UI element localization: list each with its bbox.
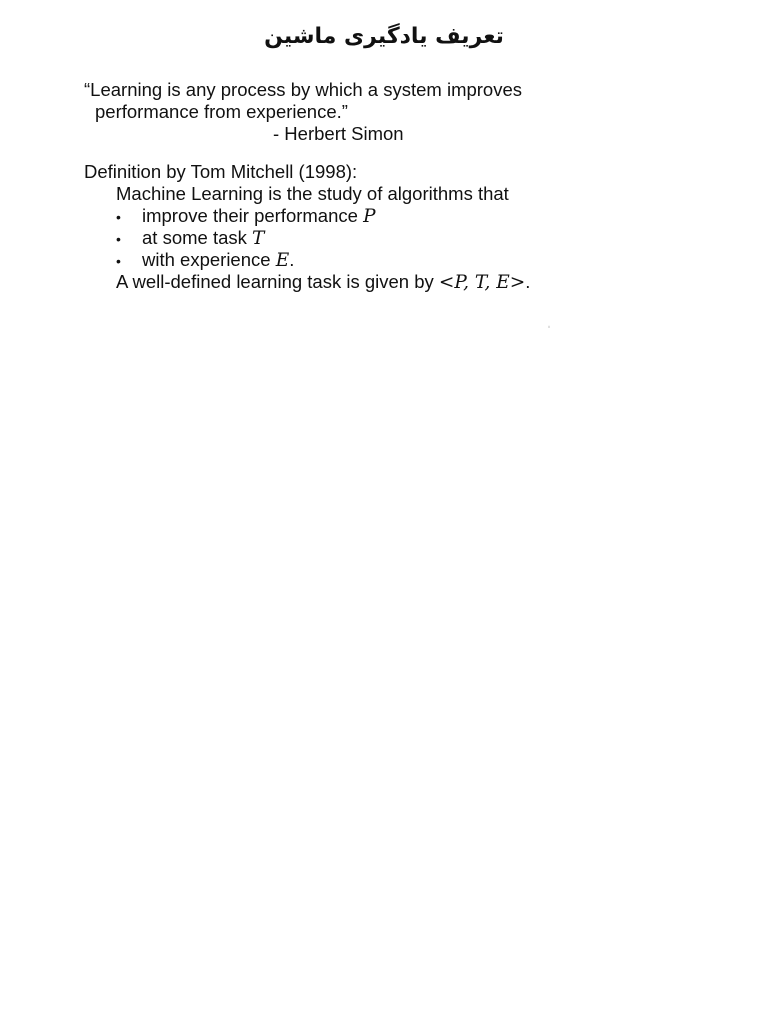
quote-line-1: “Learning is any process by which a system improves <box>84 79 523 100</box>
slide-title: تعریف یادگیری ماشین <box>264 24 504 49</box>
quote-attribution: - Herbert Simon <box>273 123 404 144</box>
bullet-text: with experience <box>142 249 276 270</box>
bullet-item <box>116 227 530 249</box>
bullet-dot-icon: • <box>116 253 121 269</box>
bullet-dot-icon: • <box>116 231 121 247</box>
definition-closing <box>116 271 530 294</box>
definition-block <box>84 161 530 294</box>
definition-body <box>84 183 530 294</box>
quote-line-2: performance from experience.” <box>95 101 348 122</box>
bullet-text: improve their performance <box>142 205 364 226</box>
bullet-text: at some task <box>142 227 253 248</box>
closing-math: <P, T, E> <box>438 272 526 293</box>
bullet-symbol: E <box>275 250 290 271</box>
bullet-symbol: P <box>363 206 376 227</box>
bullet-item <box>116 249 530 271</box>
definition-heading: Definition by Tom Mitchell (1998): <box>84 161 358 182</box>
bullet-symbol: T <box>252 228 265 249</box>
bullet-dot-icon: • <box>116 209 121 225</box>
quote-block <box>84 79 522 145</box>
bullet-item <box>116 205 530 227</box>
closing-suffix: . <box>525 271 531 292</box>
bullet-tail: . <box>289 249 295 270</box>
closing-prefix: A well-defined learning task is given by <box>116 271 439 292</box>
definition-intro: Machine Learning is the study of algorithms that <box>116 183 509 204</box>
